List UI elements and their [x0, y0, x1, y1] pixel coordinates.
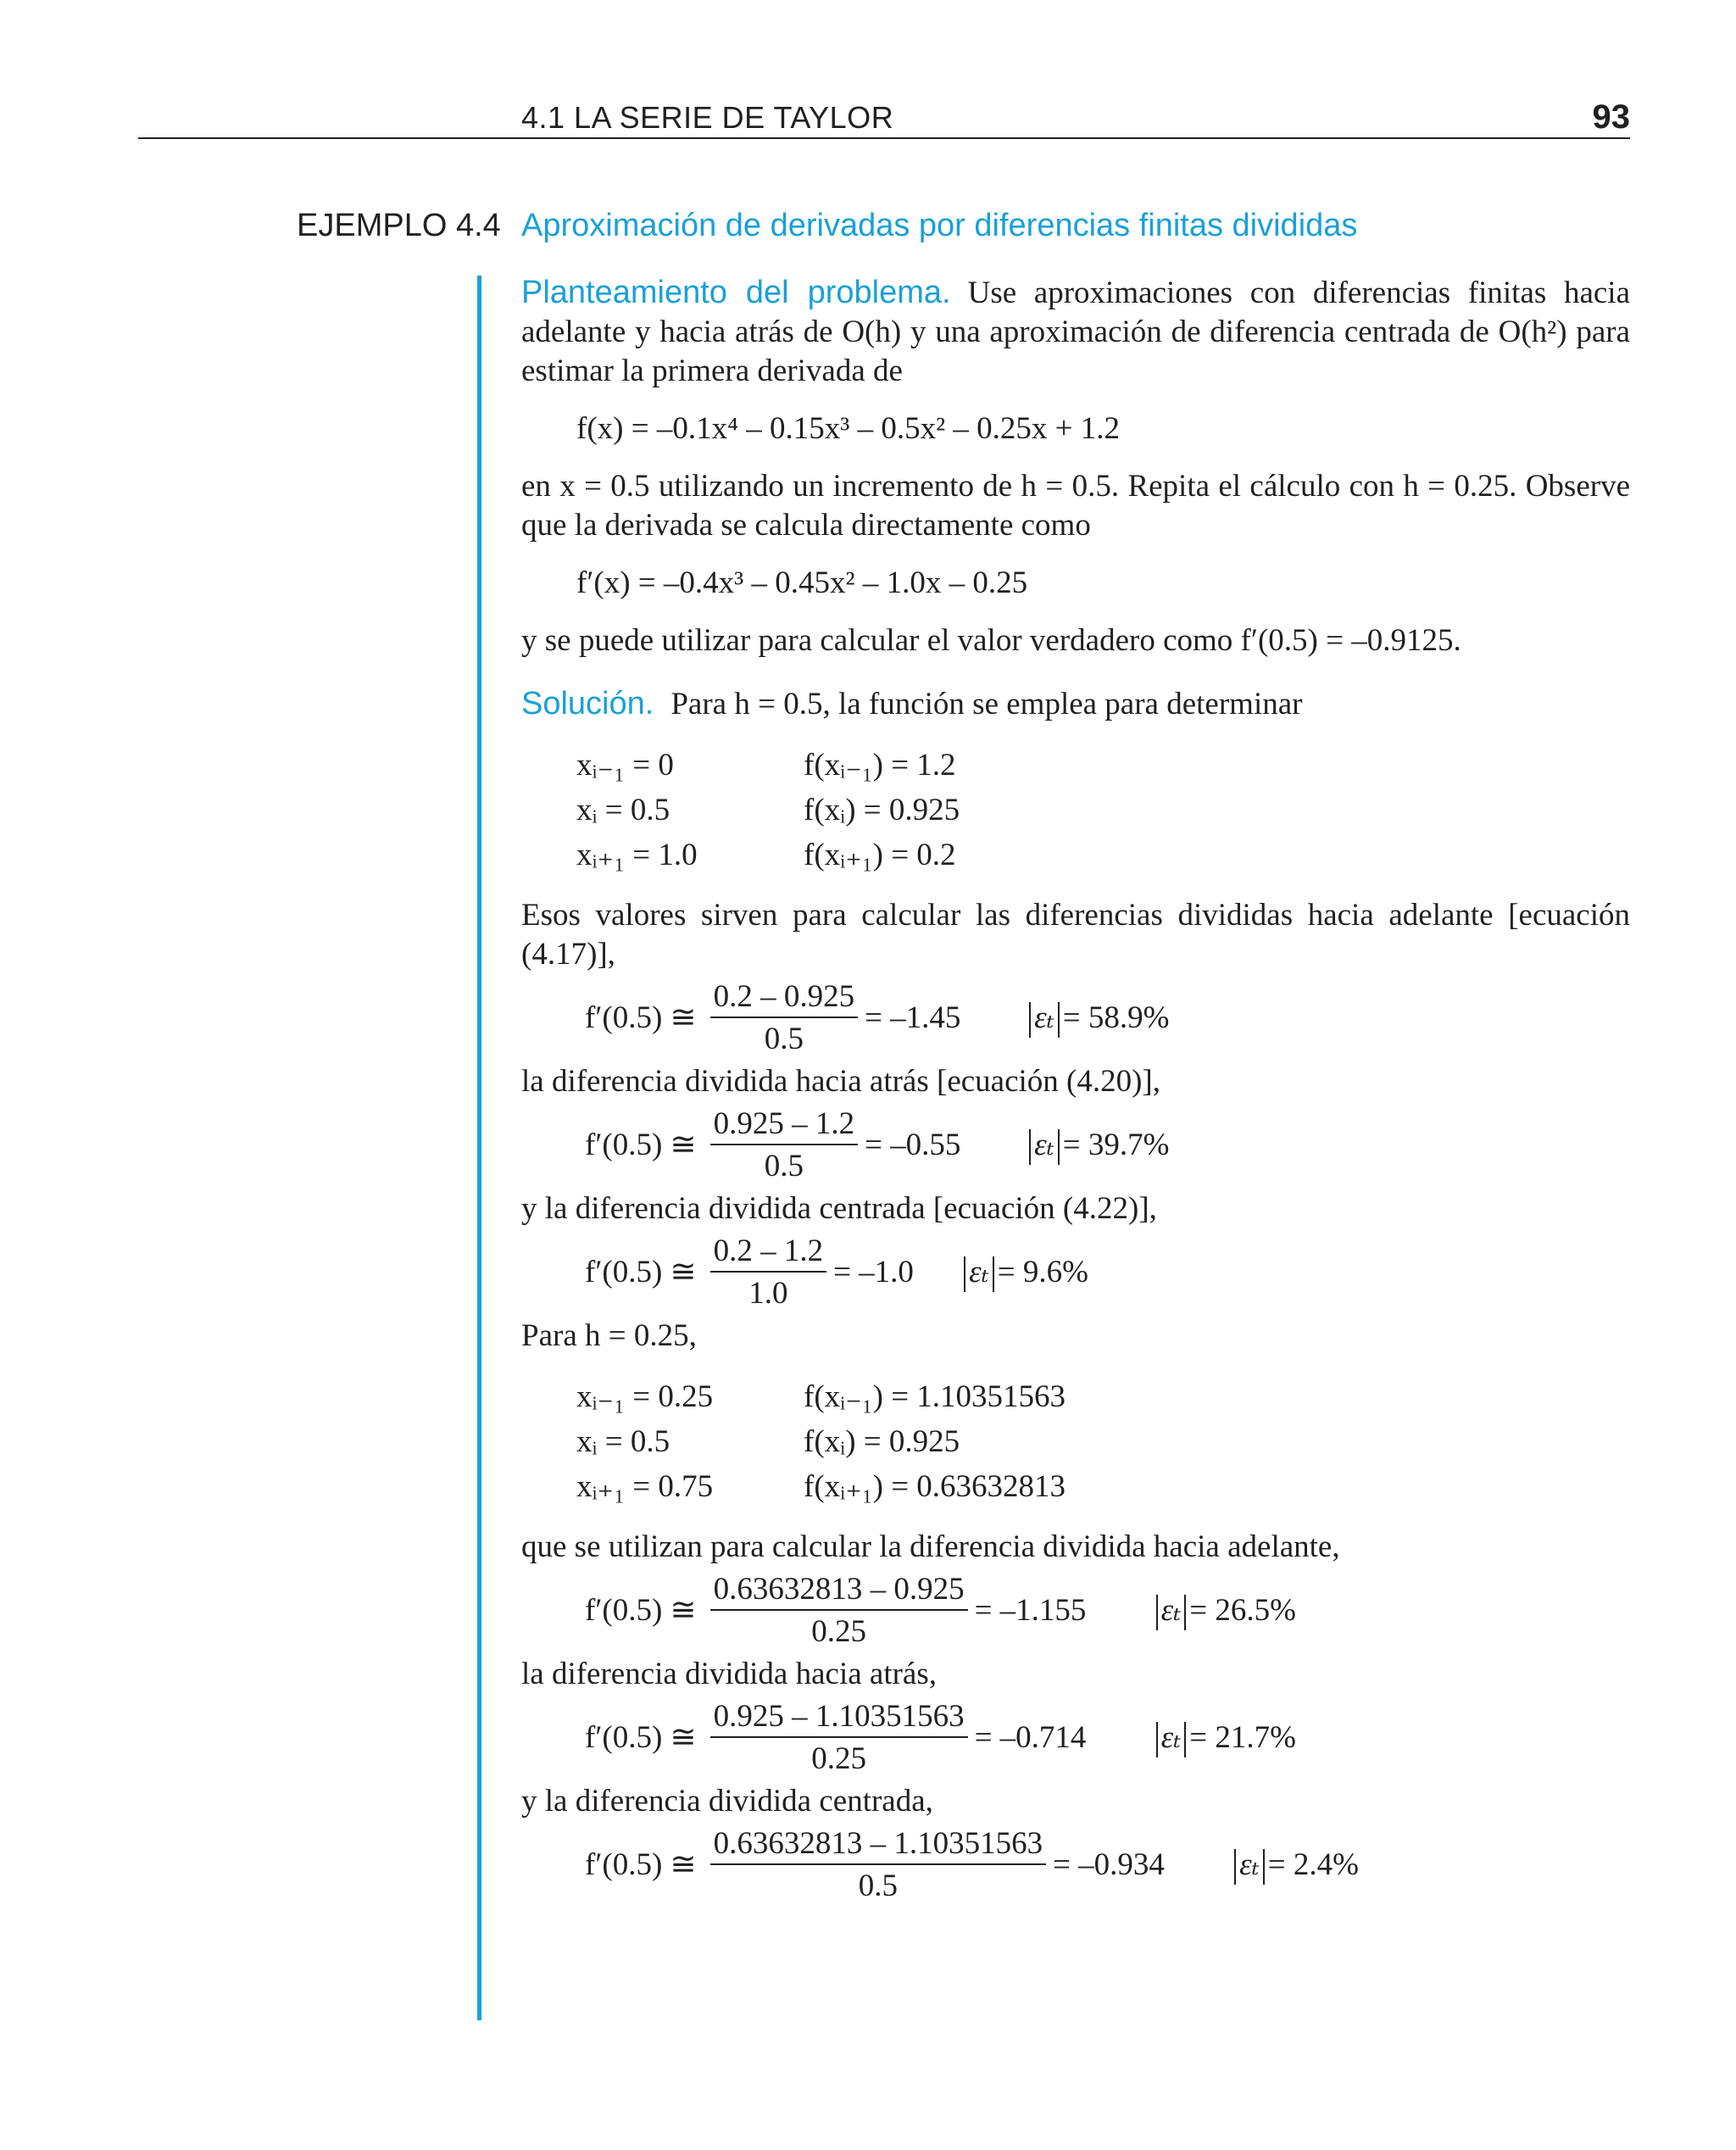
fraction	[710, 1826, 1047, 1904]
table-row	[576, 788, 960, 833]
relative-error	[1026, 999, 1169, 1039]
fraction	[710, 979, 859, 1057]
denominator: 0.25	[811, 1741, 866, 1776]
relative-error	[1231, 1846, 1359, 1885]
running-header	[138, 93, 1630, 139]
f-value: f(xᵢ₊₁) = 0.63632813	[804, 1468, 1066, 1504]
backward-difference-eq-2	[585, 1694, 1630, 1782]
centered-text: y la diferencia dividida centrada [ecuación (4.22)],	[521, 1191, 1157, 1226]
table-row	[576, 743, 960, 788]
denominator: 0.25	[811, 1614, 866, 1649]
error-value: = 58.9%	[1062, 1000, 1170, 1035]
relative-error	[1153, 1591, 1296, 1631]
example-title: Aproximación de derivadas por diferencias finitas divididas	[521, 208, 1358, 243]
function-equation: f(x) = –0.1x⁴ – 0.15x³ – 0.5x² – 0.25x + 1.2	[576, 411, 1121, 446]
numerator: 0.925 – 1.2	[710, 1106, 859, 1145]
solution-heading: Solución.	[521, 686, 654, 721]
backward-text: la diferencia dividida hacia atrás [ecuación (4.20)],	[521, 1064, 1161, 1099]
f-value: f(xᵢ) = 0.925	[804, 792, 960, 827]
eq-result: = –1.0	[833, 1255, 914, 1289]
x-value: xᵢ₋₁ = 0.25	[576, 1379, 714, 1414]
error-value: = 39.7%	[1062, 1127, 1170, 1162]
f-value: f(xᵢ) = 0.925	[804, 1423, 960, 1459]
centered-text-2: y la diferencia dividida centrada,	[521, 1784, 933, 1819]
problem-middle: en x = 0.5 utilizando un incremento de h = 0.5. Repita el cálculo con h = 0.25. Observe que la derivada se calcula directamente como	[521, 469, 1630, 543]
problem-intro: Use aproximaciones con diferencias finitas hacia adelante y hacia atrás de O(h) y una aproximación de diferencia centrada de O(h²) para estimar la primera derivada de	[521, 276, 1630, 388]
relative-error	[1153, 1718, 1296, 1758]
page-number: 93	[1592, 98, 1630, 136]
x-value: xᵢ = 0.5	[576, 1423, 670, 1459]
error-symbol: εₜ	[1160, 1719, 1182, 1755]
problem-paragraph	[521, 273, 1630, 391]
eq-result: = –0.714	[974, 1720, 1087, 1755]
denominator: 0.5	[764, 1022, 804, 1056]
x-value: xᵢ₊₁ = 1.0	[576, 837, 698, 872]
table-row	[576, 1374, 1066, 1419]
numerator: 0.2 – 0.925	[710, 979, 859, 1018]
table-row	[576, 833, 960, 877]
x-value: xᵢ₊₁ = 0.75	[576, 1468, 714, 1504]
backward-text-2: la diferencia dividida hacia atrás,	[521, 1657, 937, 1691]
f-value: f(xᵢ₋₁) = 1.2	[804, 747, 956, 783]
numerator: 0.63632813 – 0.925	[710, 1572, 968, 1611]
centered-difference-eq-2	[585, 1821, 1630, 1909]
error-symbol: εₜ	[1160, 1592, 1182, 1628]
problem-heading: Planteamiento del problema.	[521, 275, 951, 310]
relative-error	[960, 1253, 1088, 1293]
error-value: = 21.7%	[1189, 1719, 1296, 1755]
denominator: 0.5	[858, 1869, 898, 1903]
example-label: EJEMPLO 4.4	[297, 208, 501, 243]
forward-text-2: que se utilizan para calcular la diferencia dividida hacia adelante,	[521, 1529, 1340, 1564]
eq-lhs: f′(0.5) ≅	[585, 1000, 697, 1035]
x-value: xᵢ = 0.5	[576, 792, 670, 827]
f-value: f(xᵢ₊₁) = 0.2	[804, 837, 956, 872]
numerator: 0.925 – 1.10351563	[710, 1699, 968, 1738]
error-value: = 26.5%	[1189, 1592, 1296, 1628]
eq-result: = –1.155	[974, 1593, 1087, 1628]
eq-lhs: f′(0.5) ≅	[585, 1255, 697, 1289]
x-value: xᵢ₋₁ = 0	[576, 747, 674, 783]
centered-difference-eq	[585, 1228, 1630, 1317]
error-symbol: εₜ	[1239, 1846, 1260, 1882]
eq-result: = –1.45	[865, 1000, 961, 1035]
solution-intro: Para h = 0.5, la función se emplea para determinar	[670, 687, 1303, 721]
error-value: = 9.6%	[997, 1254, 1088, 1289]
denominator: 1.0	[748, 1276, 788, 1311]
fraction	[710, 1234, 827, 1312]
problem-closing: y se puede utilizar para calcular el valor verdadero como f′(0.5) = –0.9125.	[521, 623, 1461, 658]
header-section-title: 4.1 LA SERIE DE TAYLOR	[521, 100, 894, 135]
error-symbol: εₜ	[1034, 1000, 1054, 1035]
values-table-h05	[576, 743, 960, 877]
eq-result: = –0.934	[1053, 1847, 1165, 1882]
forward-difference-eq-2	[585, 1567, 1630, 1655]
solution-paragraph	[521, 684, 1630, 724]
example-body	[521, 273, 1630, 1909]
numerator: 0.63632813 – 1.10351563	[710, 1826, 1047, 1865]
eq-lhs: f′(0.5) ≅	[585, 1847, 697, 1882]
fraction	[710, 1106, 859, 1184]
error-symbol: εₜ	[969, 1254, 989, 1289]
h025-intro: Para h = 0.25,	[521, 1318, 697, 1353]
error-value: = 2.4%	[1267, 1846, 1359, 1882]
f-value: f(xᵢ₋₁) = 1.10351563	[804, 1379, 1066, 1414]
table-row	[576, 1464, 1066, 1509]
forward-difference-eq	[585, 974, 1630, 1062]
fraction	[710, 1699, 968, 1777]
eq-result: = –0.55	[865, 1128, 961, 1162]
values-table-h025	[576, 1374, 1066, 1509]
relative-error	[1026, 1126, 1169, 1166]
eq-lhs: f′(0.5) ≅	[585, 1720, 697, 1755]
denominator: 0.5	[764, 1149, 804, 1184]
eq-lhs: f′(0.5) ≅	[585, 1593, 697, 1628]
accent-bar	[477, 276, 481, 2020]
derivative-equation: f′(x) = –0.4x³ – 0.45x² – 1.0x – 0.25	[576, 565, 1028, 600]
forward-text: Esos valores sirven para calcular las diferencias divididas hacia adelante [ecuación (4.17)],	[521, 898, 1630, 972]
fraction	[710, 1572, 968, 1650]
backward-difference-eq	[585, 1101, 1630, 1189]
numerator: 0.2 – 1.2	[710, 1234, 827, 1273]
table-row	[576, 1419, 1066, 1464]
error-symbol: εₜ	[1034, 1127, 1054, 1162]
eq-lhs: f′(0.5) ≅	[585, 1128, 697, 1162]
